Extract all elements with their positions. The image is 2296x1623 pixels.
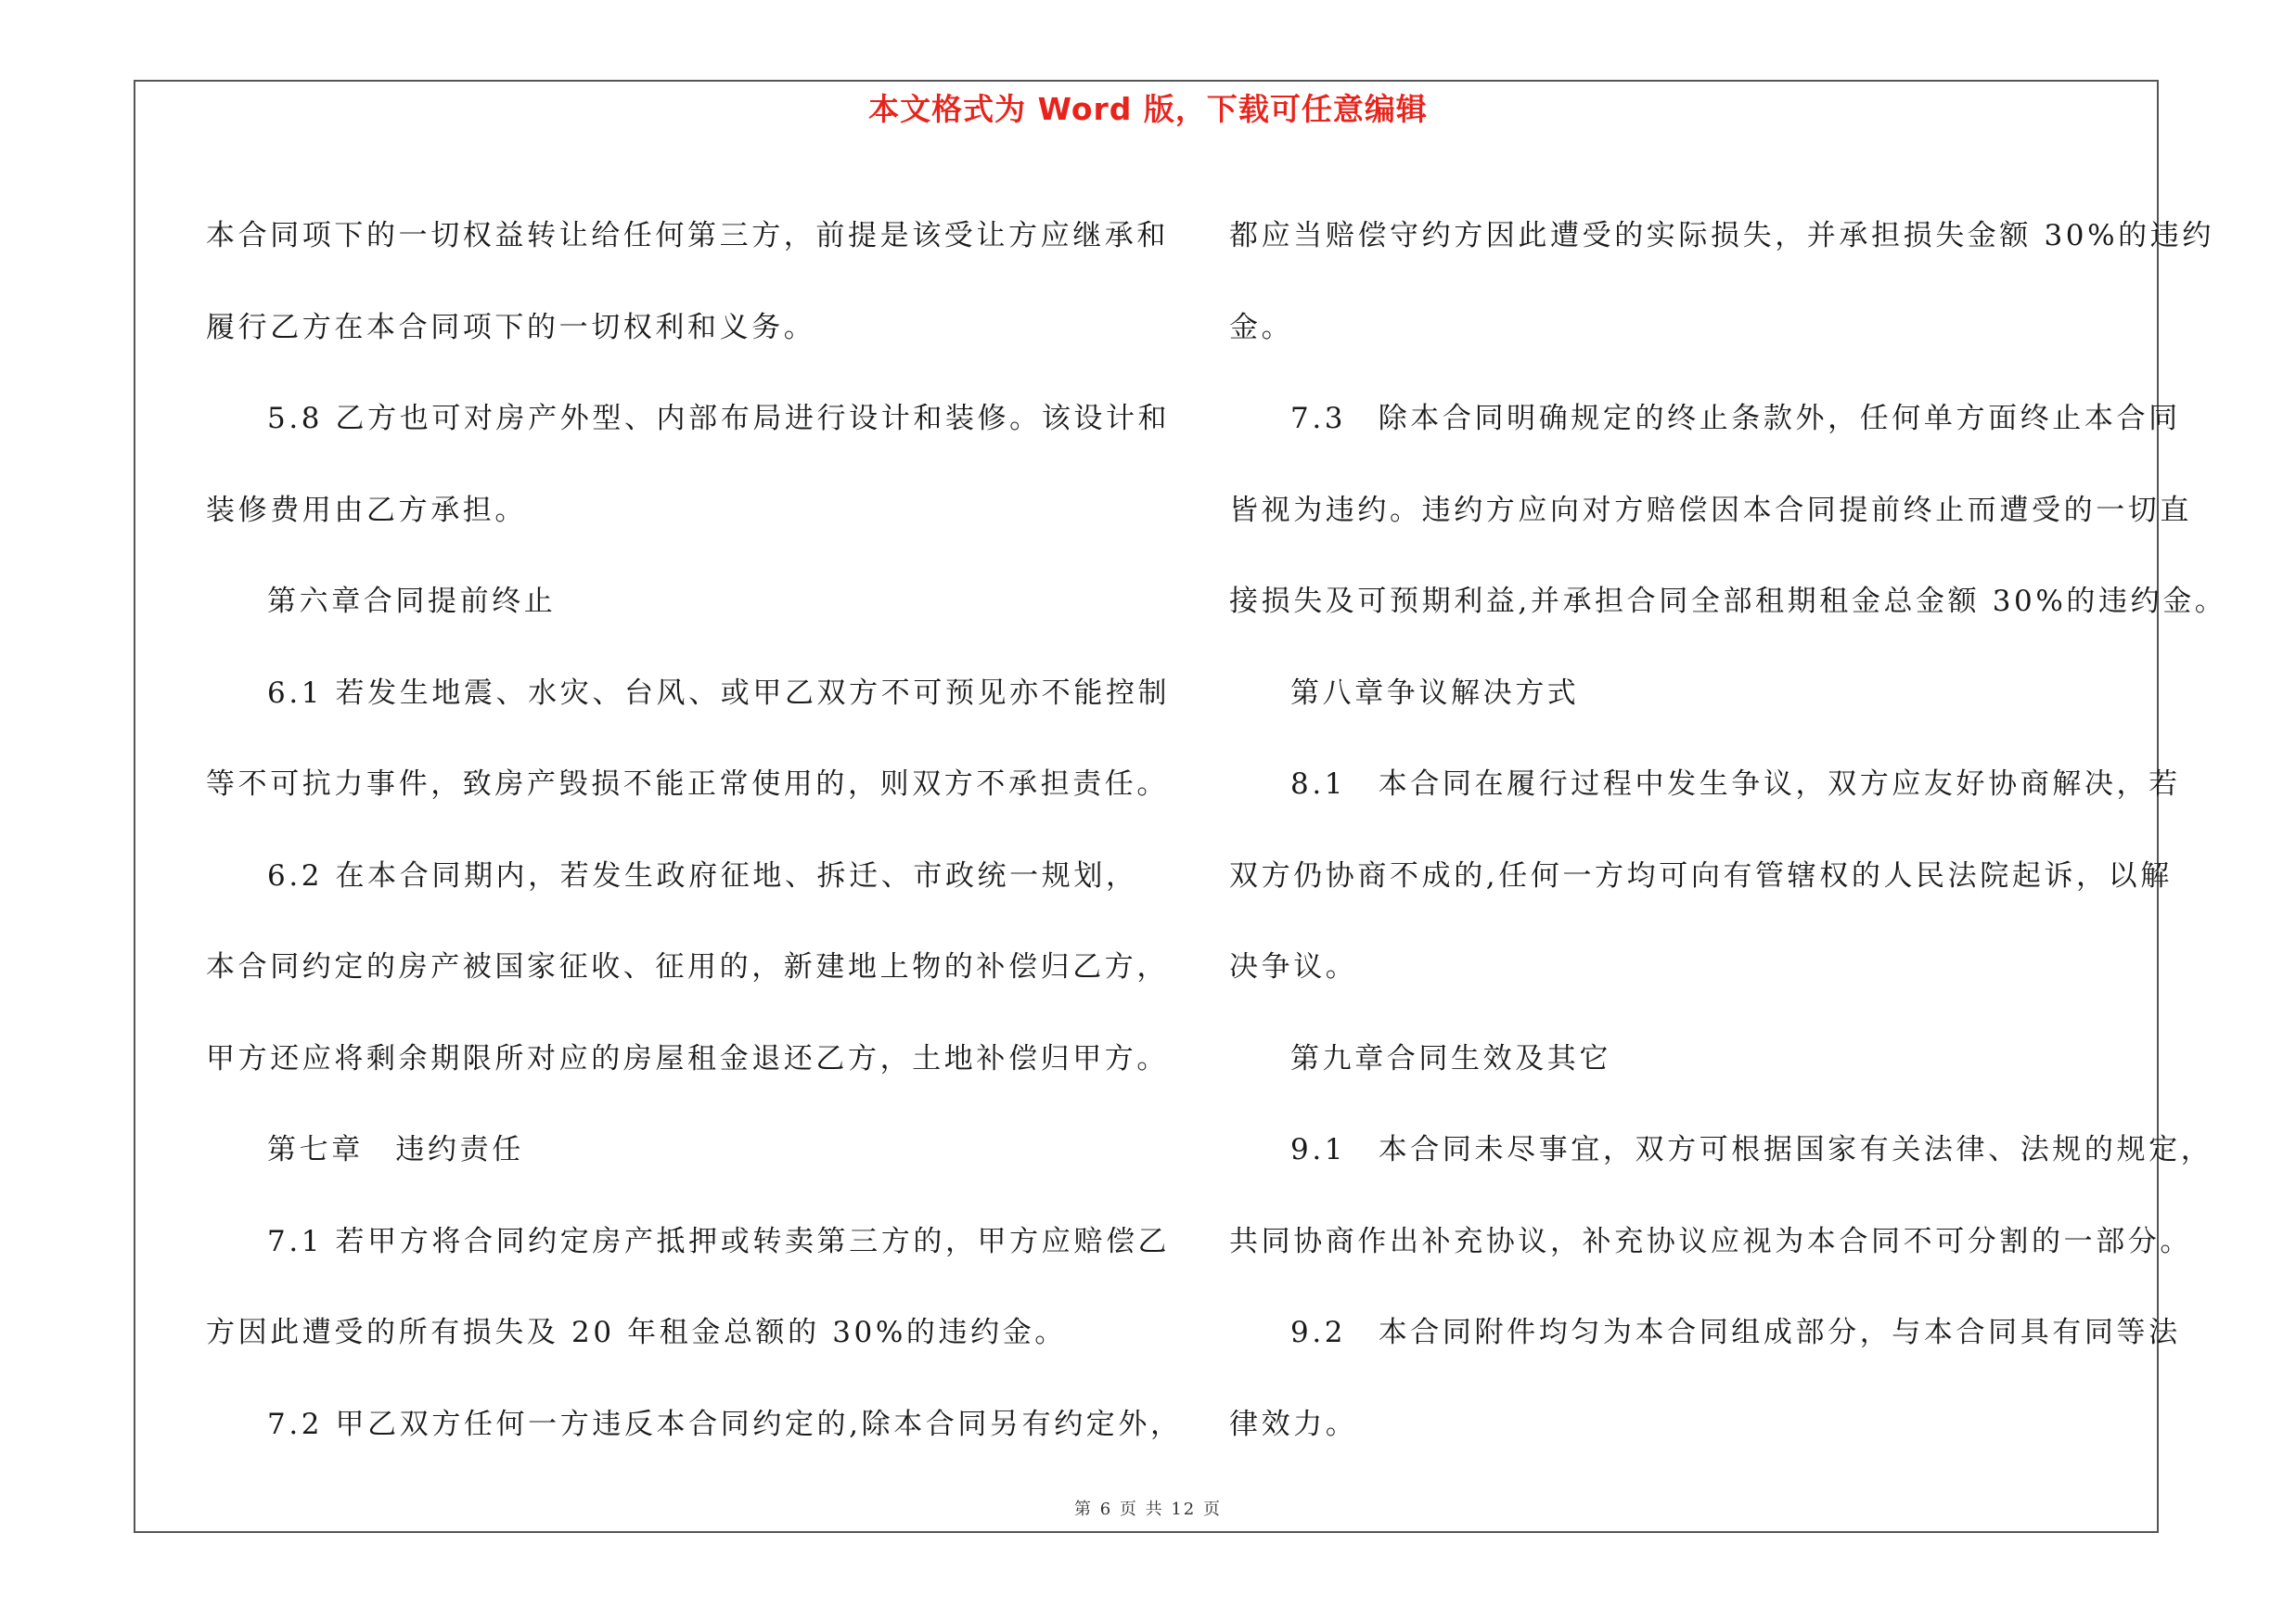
paragraph-line: 方因此遭受的所有损失及 20 年租金总额的 30%的违约金。 [206, 1316, 1067, 1349]
paragraph-line: 皆视为违约。违约方应向对方赔偿因本合同提前终止而遭受的一切直 [1229, 493, 2192, 527]
chapter-heading: 第六章合同提前终止 [267, 585, 557, 618]
paragraph-line: 6.1 若发生地震、水灾、台风、或甲乙双方不可预见亦不能控制 [267, 676, 1171, 710]
paragraph-line: 本合同项下的一切权益转让给任何第三方，前提是该受让方应继承和 [206, 219, 1169, 252]
paragraph-line: 7.1 若甲方将合同约定房产抵押或转卖第三方的，甲方应赔偿乙 [267, 1224, 1171, 1258]
paragraph-line: 8.1 本合同在履行过程中发生争议，双方应友好协商解决，若 [1290, 767, 2181, 801]
paragraph-line: 接损失及可预期利益,并承担合同全部租期租金总金额 30%的违约金。 [1229, 585, 2227, 618]
paragraph-line: 金。 [1229, 310, 1294, 344]
paragraph-line: 7.2 甲乙双方任何一方违反本合同约定的,除本合同另有约定外， [267, 1407, 1183, 1441]
paragraph-line: 5.8 乙方也可对房产外型、内部布局进行设计和装修。该设计和 [267, 402, 1171, 435]
editable-format-banner: 本文格式为 Word 版，下载可任意编辑 [868, 91, 1428, 127]
paragraph-line: 双方仍协商不成的,任何一方均可向有管辖权的人民法院起诉，以解 [1229, 858, 2173, 893]
paragraph-line: 共同协商作出补充协议，补充协议应视为本合同不可分割的一部分。 [1229, 1224, 2192, 1258]
paragraph-line: 律效力。 [1229, 1407, 1358, 1441]
right-text-column [1229, 190, 2227, 1470]
paragraph-line: 等不可抗力事件，致房产毁损不能正常使用的，则双方不承担责任。 [206, 767, 1169, 801]
chapter-heading: 第八章争议解决方式 [1290, 676, 1580, 710]
page-number-footer: 第 6 页 共 12 页 [1074, 1500, 1222, 1519]
paragraph-line: 7.3 除本合同明确规定的终止条款外，任何单方面终止本合同 [1290, 402, 2181, 435]
paragraph-line: 决争议。 [1229, 950, 1358, 984]
paragraph-line: 甲方还应将剩余期限所对应的房屋租金退还乙方，土地补偿归甲方。 [206, 1041, 1169, 1076]
paragraph-line: 履行乙方在本合同项下的一切权利和义务。 [206, 310, 816, 344]
paragraph-line: 9.1 本合同未尽事宜，双方可根据国家有关法律、法规的规定， [1290, 1133, 2213, 1166]
chapter-heading: 第九章合同生效及其它 [1290, 1041, 1611, 1076]
paragraph-line: 本合同约定的房产被国家征收、征用的，新建地上物的补偿归乙方， [206, 950, 1169, 984]
left-text-column [206, 190, 1183, 1470]
paragraph-line: 6.2 在本合同期内，若发生政府征地、拆迁、市政统一规划， [267, 858, 1138, 893]
chapter-heading: 第七章 违约责任 [267, 1133, 524, 1166]
paragraph-line: 装修费用由乙方承担。 [206, 493, 527, 527]
paragraph-line: 都应当赔偿守约方因此遭受的实际损失，并承担损失金额 30%的违约 [1229, 219, 2214, 252]
paragraph-line: 9.2 本合同附件均匀为本合同组成部分，与本合同具有同等法 [1290, 1316, 2181, 1349]
